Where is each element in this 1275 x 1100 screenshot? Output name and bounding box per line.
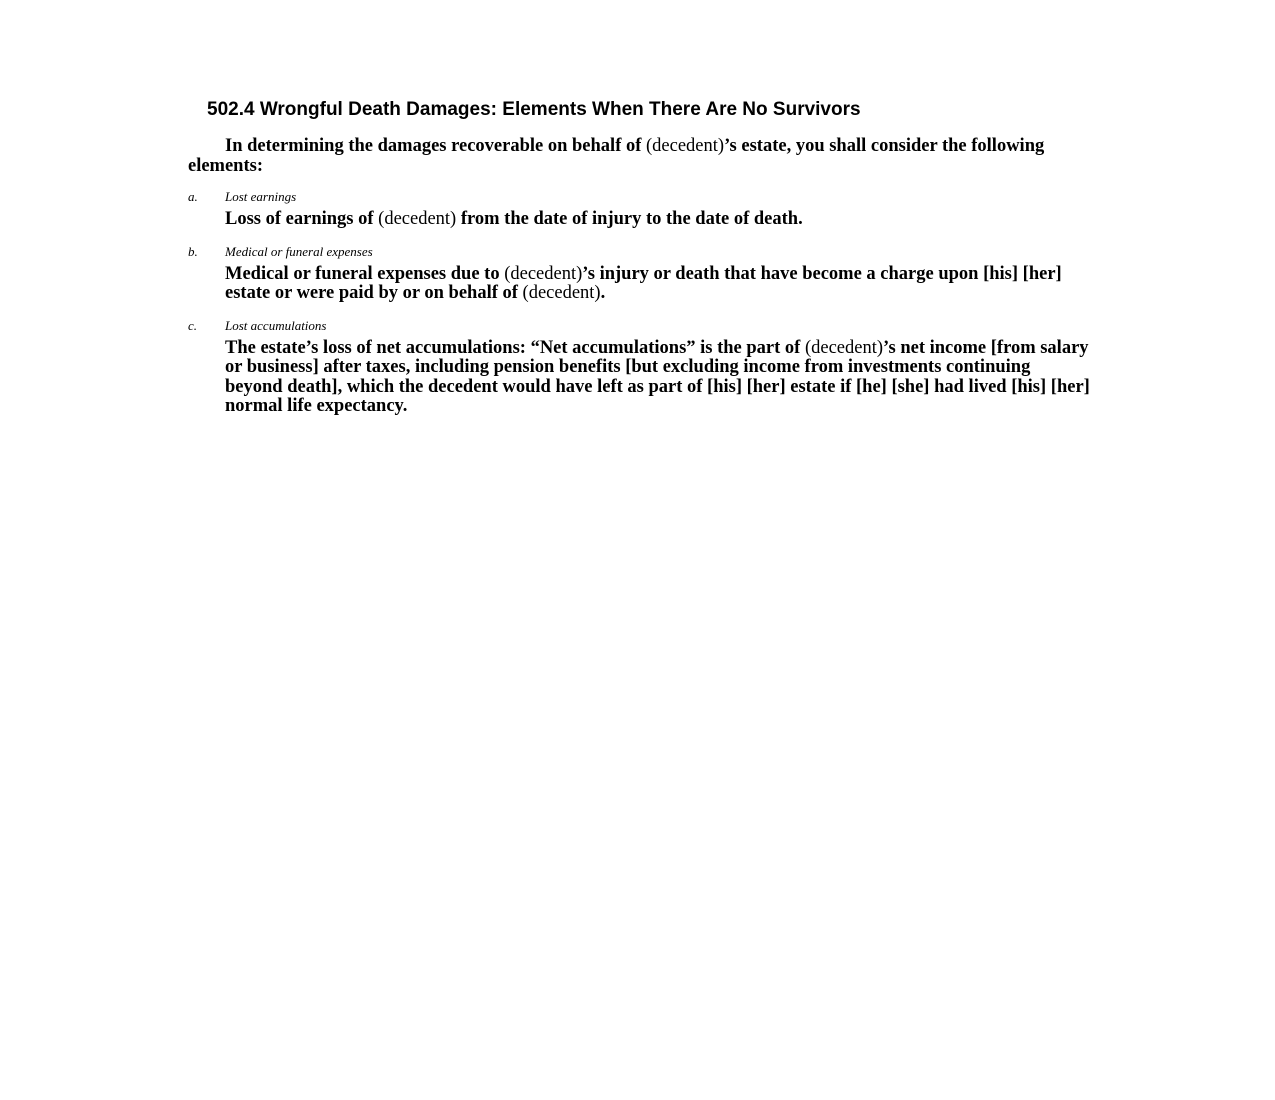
element-letter: a. [188, 189, 198, 204]
element-text: The estate’s loss of net accumulations: “Net accumulations” is the part of [225, 337, 805, 358]
element-heading-b [188, 244, 1088, 260]
element-body-c [225, 339, 1090, 417]
intro-text-2: ’s estate, you shall consider the following elements: [188, 136, 1045, 176]
decedent-placeholder: (decedent) [646, 136, 725, 156]
decedent-placeholder: (decedent) [522, 283, 601, 303]
decedent-placeholder: (decedent) [378, 209, 457, 229]
intro-text-1: In determining the damages recoverable on behalf of [225, 136, 647, 156]
element-text: ’s injury or death that have become a charge upon [his] [her] estate or were paid by or on behalf of [225, 263, 1062, 303]
element-heading-label: Medical or funeral expenses [225, 243, 373, 259]
element-text: Medical or funeral expenses due to [225, 263, 505, 284]
element-heading-label: Lost earnings [225, 189, 297, 204]
element-text: ’s net income [from salary or business] after taxes, including pension benefits [but excluding income from investments continuing beyond death], which the decedent would have left as part of [his] [her] estate if [he] [she] had lived [his] [her] normal life expectancy. [225, 337, 1090, 416]
page-title: 502.4 Wrongful Death Damages: Elements When There Are No Survivors [207, 99, 861, 120]
element-heading-c [188, 318, 1088, 334]
document-page [188, 98, 1088, 431]
element-heading-label: Lost accumulations [225, 317, 327, 333]
element-letter: b. [188, 243, 198, 259]
element-heading-a [188, 189, 1088, 205]
decedent-placeholder: (decedent) [804, 337, 884, 358]
element-text: . [600, 283, 606, 303]
intro-paragraph [188, 136, 1048, 176]
decedent-placeholder: (decedent) [504, 263, 583, 284]
element-body-b [225, 265, 1090, 304]
element-text: from the date of injury to the date of death. [456, 209, 803, 229]
element-text: Loss of earnings of [225, 209, 379, 229]
element-letter: c. [188, 317, 198, 333]
element-body-a [225, 210, 1090, 230]
